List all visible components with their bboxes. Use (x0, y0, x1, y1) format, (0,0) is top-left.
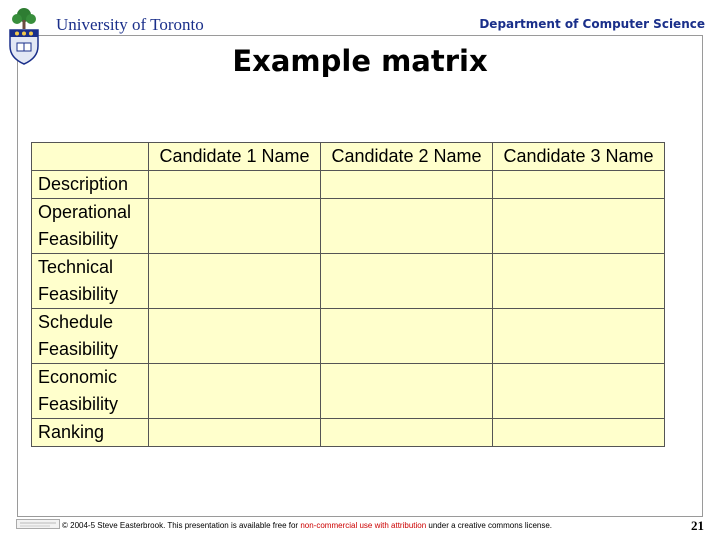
footer-text-end: under a creative commons license. (426, 521, 553, 530)
row-label: Description (32, 171, 149, 199)
table-cell (493, 171, 665, 199)
table-cell (321, 199, 493, 254)
column-header: Candidate 3 Name (493, 143, 665, 171)
row-label: Technical Feasibility (32, 254, 149, 309)
row-label: Schedule Feasibility (32, 309, 149, 364)
table-cell (493, 419, 665, 447)
table-cell (149, 419, 321, 447)
table-cell (149, 171, 321, 199)
table-cell (321, 171, 493, 199)
table-cell (321, 309, 493, 364)
table-row (32, 364, 665, 419)
table-row (32, 419, 665, 447)
table-cell (493, 199, 665, 254)
table-cell (493, 309, 665, 364)
table-header-row (32, 143, 665, 171)
footer-license (62, 521, 552, 530)
table-cell (321, 364, 493, 419)
university-name: University of Toronto (56, 15, 204, 34)
license-highlight: non-commercial use with attribution (300, 521, 427, 530)
table-row (32, 309, 665, 364)
row-label: Economic Feasibility (32, 364, 149, 419)
slide-title: Example matrix (232, 44, 488, 78)
row-label: Ranking (32, 419, 149, 447)
corner-cell (32, 143, 149, 171)
table-cell (321, 254, 493, 309)
column-header: Candidate 1 Name (149, 143, 321, 171)
table-cell (149, 309, 321, 364)
table-cell (149, 254, 321, 309)
table-cell (493, 254, 665, 309)
table-row (32, 199, 665, 254)
table-cell (321, 419, 493, 447)
footer-text: © 2004-5 Steve Easterbrook. This presentation is available free for (62, 521, 301, 530)
column-header: Candidate 2 Name (321, 143, 493, 171)
row-label: Operational Feasibility (32, 199, 149, 254)
table-cell (149, 364, 321, 419)
department-name: Department of Computer Science (479, 17, 705, 31)
table-cell (493, 364, 665, 419)
table-cell (149, 199, 321, 254)
evaluation-matrix (31, 142, 665, 447)
creative-commons-badge-icon (16, 519, 60, 529)
table-row (32, 171, 665, 199)
table-row (32, 254, 665, 309)
page-number: 21 (691, 518, 704, 533)
